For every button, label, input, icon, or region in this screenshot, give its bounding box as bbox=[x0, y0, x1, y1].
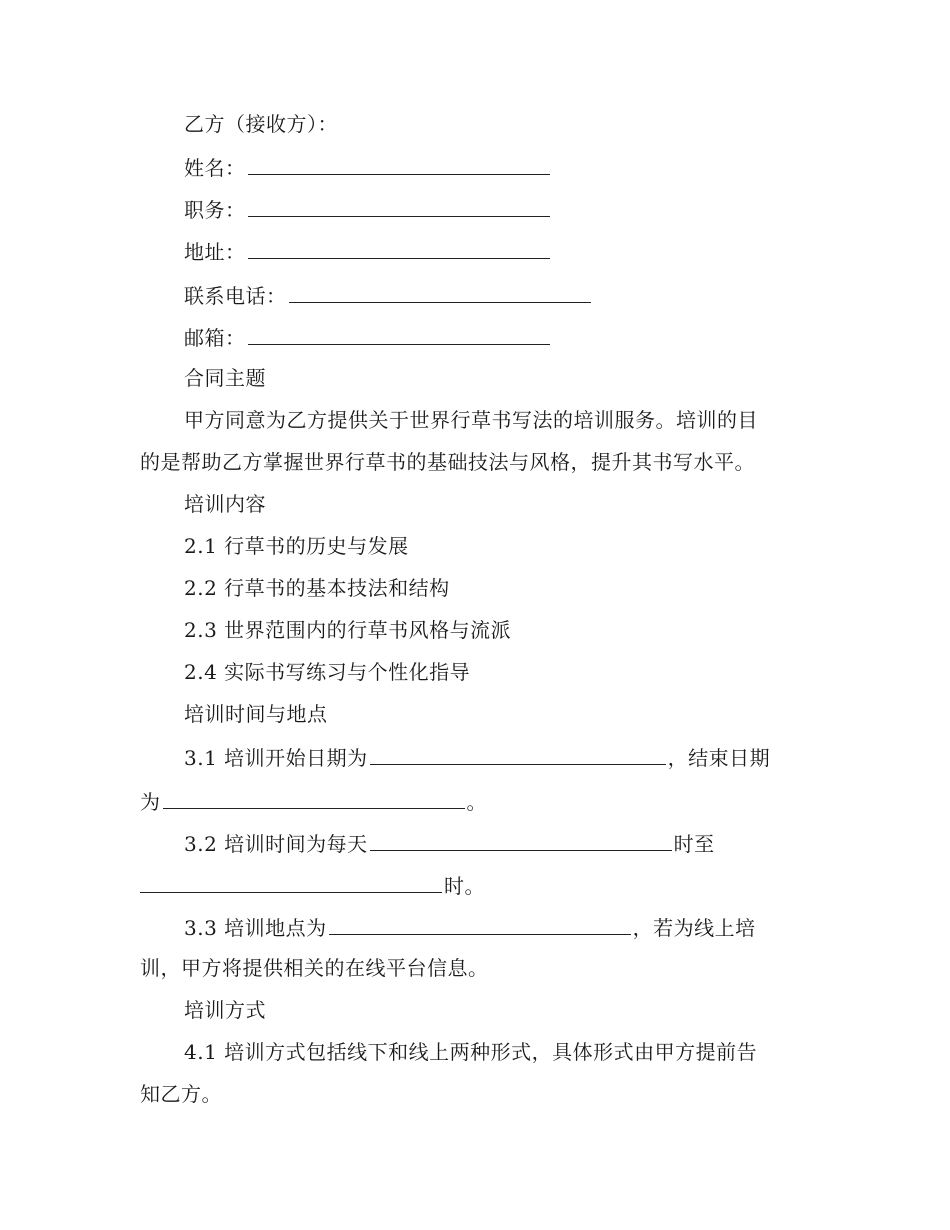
address-row bbox=[184, 236, 552, 266]
email-blank[interactable] bbox=[248, 322, 550, 345]
title-row bbox=[184, 194, 552, 224]
clause-3-1-line2 bbox=[140, 786, 487, 816]
clause-3-1-line1 bbox=[184, 742, 770, 772]
name-row bbox=[184, 152, 552, 182]
section2-item: 2.2 行草书的基本技法和结构 bbox=[184, 576, 450, 600]
address-blank[interactable] bbox=[248, 236, 550, 259]
email-row bbox=[184, 322, 552, 352]
clause-3-1-text-c: 为 bbox=[140, 790, 161, 814]
clause-3-3-text-a: 3.3 培训地点为 bbox=[184, 916, 327, 940]
clause-3-2-line1 bbox=[184, 828, 715, 858]
section2-item: 2.1 行草书的历史与发展 bbox=[184, 534, 409, 558]
start-hour-blank[interactable] bbox=[370, 828, 672, 851]
clause-4-1-line1: 4.1 培训方式包括线下和线上两种形式，具体形式由甲方提前告 bbox=[184, 1040, 758, 1064]
clause-3-3-line1 bbox=[184, 912, 756, 942]
clause-3-2-text-b: 时至 bbox=[673, 832, 715, 856]
section1-para-line1: 甲方同意为乙方提供关于世界行草书写法的培训服务。培训的目 bbox=[184, 408, 758, 432]
party-b-heading: 乙方（接收方）： bbox=[184, 112, 338, 136]
phone-row bbox=[184, 280, 593, 310]
section2-heading: 培训内容 bbox=[184, 492, 266, 516]
clause-3-3-text-b: ，若为线上培 bbox=[632, 916, 756, 940]
section2-item: 2.4 实际书写练习与个性化指导 bbox=[184, 660, 471, 684]
clause-3-3-line2: 训，甲方将提供相关的在线平台信息。 bbox=[140, 956, 489, 980]
phone-blank[interactable] bbox=[289, 280, 591, 303]
section3-heading: 培训时间与地点 bbox=[184, 702, 328, 726]
name-label: 姓名： bbox=[184, 156, 246, 180]
clause-3-2-text-c: 时。 bbox=[444, 874, 485, 898]
address-label: 地址： bbox=[184, 240, 246, 264]
end-date-blank[interactable] bbox=[163, 786, 465, 809]
clause-3-1-text-a: 3.1 培训开始日期为 bbox=[184, 746, 368, 770]
name-blank[interactable] bbox=[248, 152, 550, 175]
clause-4-1-line2: 知乙方。 bbox=[140, 1082, 222, 1106]
clause-3-2-line2 bbox=[140, 870, 485, 900]
section1-para-line2: 的是帮助乙方掌握世界行草书的基础技法与风格，提升其书写水平。 bbox=[140, 450, 755, 474]
end-hour-blank[interactable] bbox=[140, 870, 442, 893]
section4-heading: 培训方式 bbox=[184, 998, 266, 1022]
phone-label: 联系电话： bbox=[184, 284, 287, 308]
email-label: 邮箱： bbox=[184, 326, 246, 350]
location-blank[interactable] bbox=[329, 912, 631, 935]
section2-item: 2.3 世界范围内的行草书风格与流派 bbox=[184, 618, 512, 642]
clause-3-1-text-b: ，结束日期 bbox=[667, 746, 771, 770]
clause-3-1-text-d: 。 bbox=[466, 790, 487, 814]
section1-heading: 合同主题 bbox=[184, 366, 266, 390]
start-date-blank[interactable] bbox=[370, 742, 666, 765]
clause-3-2-text-a: 3.2 培训时间为每天 bbox=[184, 832, 368, 856]
title-label: 职务： bbox=[184, 198, 246, 222]
title-blank[interactable] bbox=[248, 194, 550, 217]
